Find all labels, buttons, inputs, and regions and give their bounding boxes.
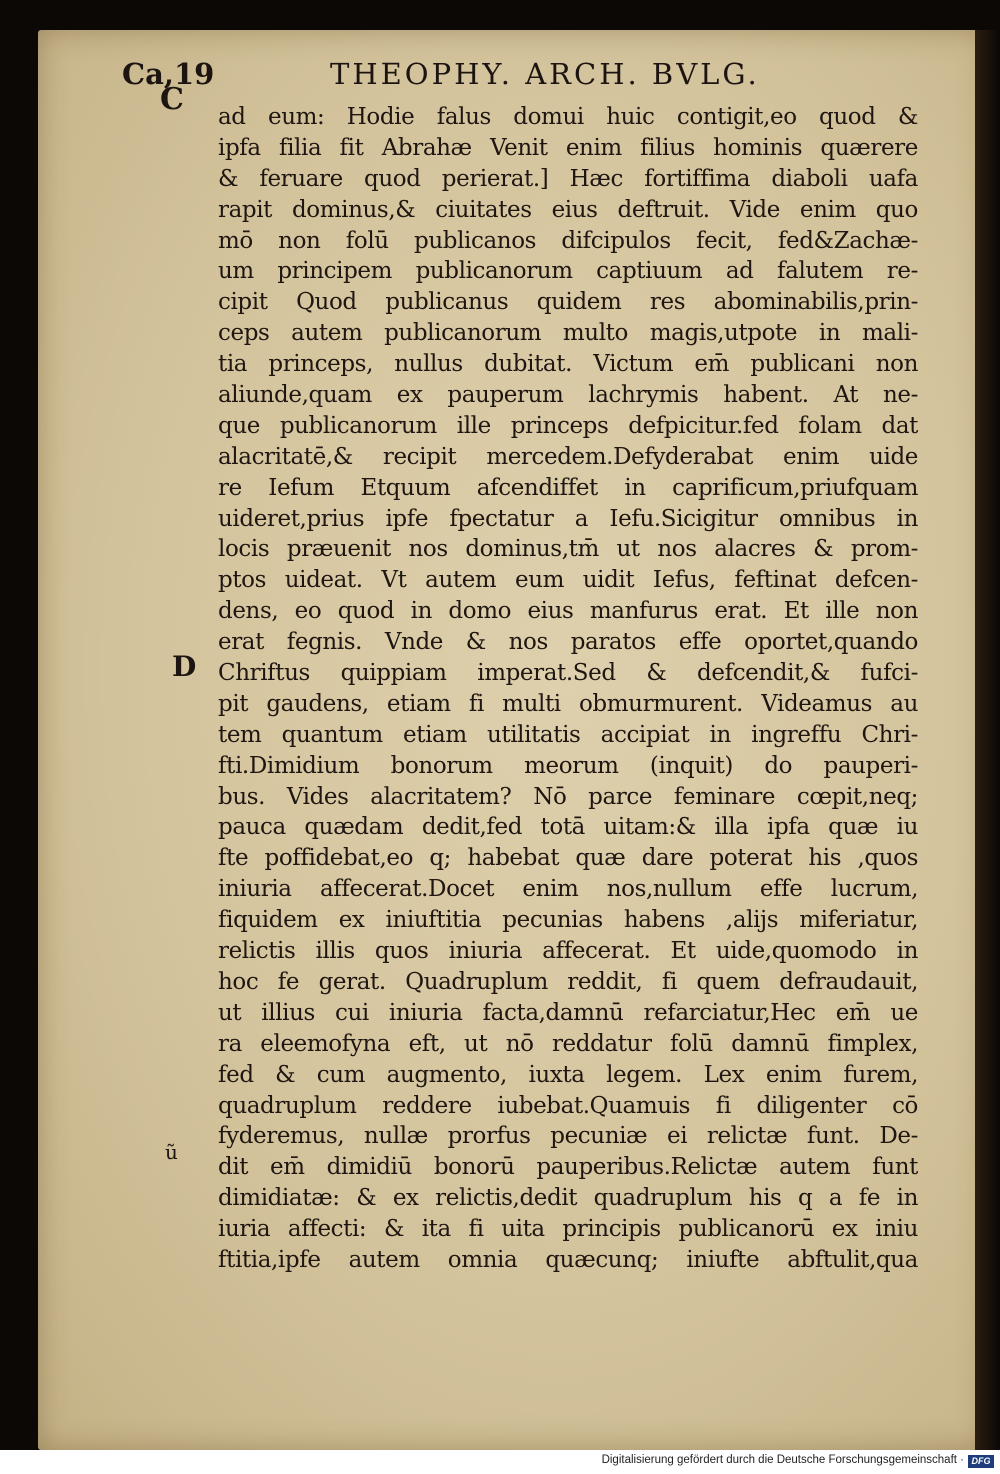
text-line: ceps autem publicanorum multo magis,utpote in mali- bbox=[218, 320, 918, 347]
text-line: fti.Dimidium bonorum meorum (inquit) do pauperi- bbox=[218, 752, 918, 779]
text-line: tia princeps, nullus dubitat. Victum em̄ publicani non bbox=[218, 351, 918, 378]
text-line: iniuria affecerat.Docet enim nos,nullum effe lucrum, bbox=[218, 876, 918, 903]
digitization-footer bbox=[0, 1450, 1000, 1474]
text-line: alacritatē,& recipit mercedem.Defyderabat enim uide bbox=[218, 443, 918, 470]
text-line: ftitia,ipfe autem omnia quæcunq; iniufte abftulit,qua bbox=[218, 1246, 918, 1273]
text-line: um principem publicanorum captiuum ad falutem re- bbox=[218, 258, 918, 285]
text-line: dimidiatæ: & ex relictis,dedit quadruplum his q a fe in bbox=[218, 1185, 918, 1212]
running-title: THEOPHY. ARCH. BVLG. bbox=[330, 57, 760, 91]
margin-marker-d: D bbox=[172, 650, 197, 683]
text-line: fiquidem ex iniuftitia pecunias habens ,alijs miferiatur, bbox=[218, 907, 918, 934]
text-line: uideret,prius ipfe fpectatur a Iefu.Sicigitur omnibus in bbox=[218, 505, 918, 532]
text-line: aliunde,quam ex pauperum lachrymis habent. At ne- bbox=[218, 382, 918, 409]
text-line: fed & cum augmento, iuxta legem. Lex enim furem, bbox=[218, 1061, 918, 1088]
text-line: re Iefum Etquum afcendiffet in caprificum,priufquam bbox=[218, 474, 918, 501]
text-line: cipit Quod publicanus quidem res abominabilis,prin- bbox=[218, 289, 918, 316]
text-line: locis præuenit nos dominus,tm̄ ut nos alacres & prom- bbox=[218, 536, 918, 563]
text-line: ut illius cui iniuria facta,damnū refarciatur,Hec em̄ ue bbox=[218, 999, 918, 1026]
text-line: dit em̄ dimidiū bonorū pauperibus.Relictæ autem funt bbox=[218, 1154, 918, 1181]
funding-credit: Digitalisierung gefördert durch die Deutsche Forschungsgemeinschaft · bbox=[601, 1454, 964, 1466]
page-edge-shadow bbox=[975, 30, 1000, 1450]
text-line: ipfa filia fit Abrahæ Venit enim filius hominis quærere bbox=[218, 134, 918, 161]
text-line: ad eum: Hodie falus domui huic contigit,eo quod & bbox=[218, 104, 918, 130]
text-line: fte poffidebat,eo q; habebat quæ dare poterat his ,quos bbox=[218, 845, 918, 872]
margin-marker-c: C bbox=[160, 82, 184, 117]
body-text bbox=[218, 102, 918, 1276]
text-line: quadruplum reddere iubebat.Quamuis fi diligenter cō bbox=[218, 1092, 918, 1119]
text-line: tem quantum etiam utilitatis accipiat in ingreffu Chri- bbox=[218, 721, 918, 748]
page-header bbox=[0, 55, 1000, 95]
text-line: rapit dominus,& ciuitates eius deftruit. Vide enim quo bbox=[218, 196, 918, 223]
dfg-logo: DFG bbox=[968, 1455, 994, 1468]
text-line: pit gaudens, etiam fi multi obmurmurent. Videamus au bbox=[218, 690, 918, 717]
text-line: bus. Vides alacritatem? Nō parce feminare cœpit,neq; bbox=[218, 783, 918, 810]
text-line: iuria affecti: & ita fi uita principis publicanorū ex iniu bbox=[218, 1216, 918, 1243]
text-line: que publicanorum ille princeps defpicitur.fed folam dat bbox=[218, 412, 918, 439]
text-line: ra eleemofyna eft, ut nō reddatur folū damnū fimplex, bbox=[218, 1030, 918, 1057]
text-line: Chriftus quippiam imperat.Sed & defcendit,& fufci- bbox=[218, 660, 918, 687]
text-line: hoc fe gerat. Quadruplum reddit, fi quem defraudauit, bbox=[218, 968, 918, 995]
margin-marker-u: ũ bbox=[165, 1140, 178, 1164]
text-line: ptos uideat. Vt autem eum uidit Iefus, feftinat defcen- bbox=[218, 567, 918, 594]
text-line: mō non folū publicanos difcipulos fecit, fed&Zachæ- bbox=[218, 227, 918, 254]
text-line: & feruare quod perierat.] Hæc fortiffima diaboli uafa bbox=[218, 165, 918, 192]
text-line: dens, eo quod in domo eius manfurus erat. Et ille non bbox=[218, 598, 918, 625]
chapter-reference: Ca,19 bbox=[122, 57, 215, 91]
text-line: erat fegnis. Vnde & nos paratos effe oportet,quando bbox=[218, 629, 918, 656]
text-line: pauca quædam dedit,fed totā uitam:& illa ipfa quæ iu bbox=[218, 814, 918, 841]
text-line: relictis illis quos iniuria affecerat. Et uide,quomodo in bbox=[218, 938, 918, 965]
text-line: fyderemus, nullæ prorfus pecuniæ ei relictæ funt. De- bbox=[218, 1123, 918, 1150]
